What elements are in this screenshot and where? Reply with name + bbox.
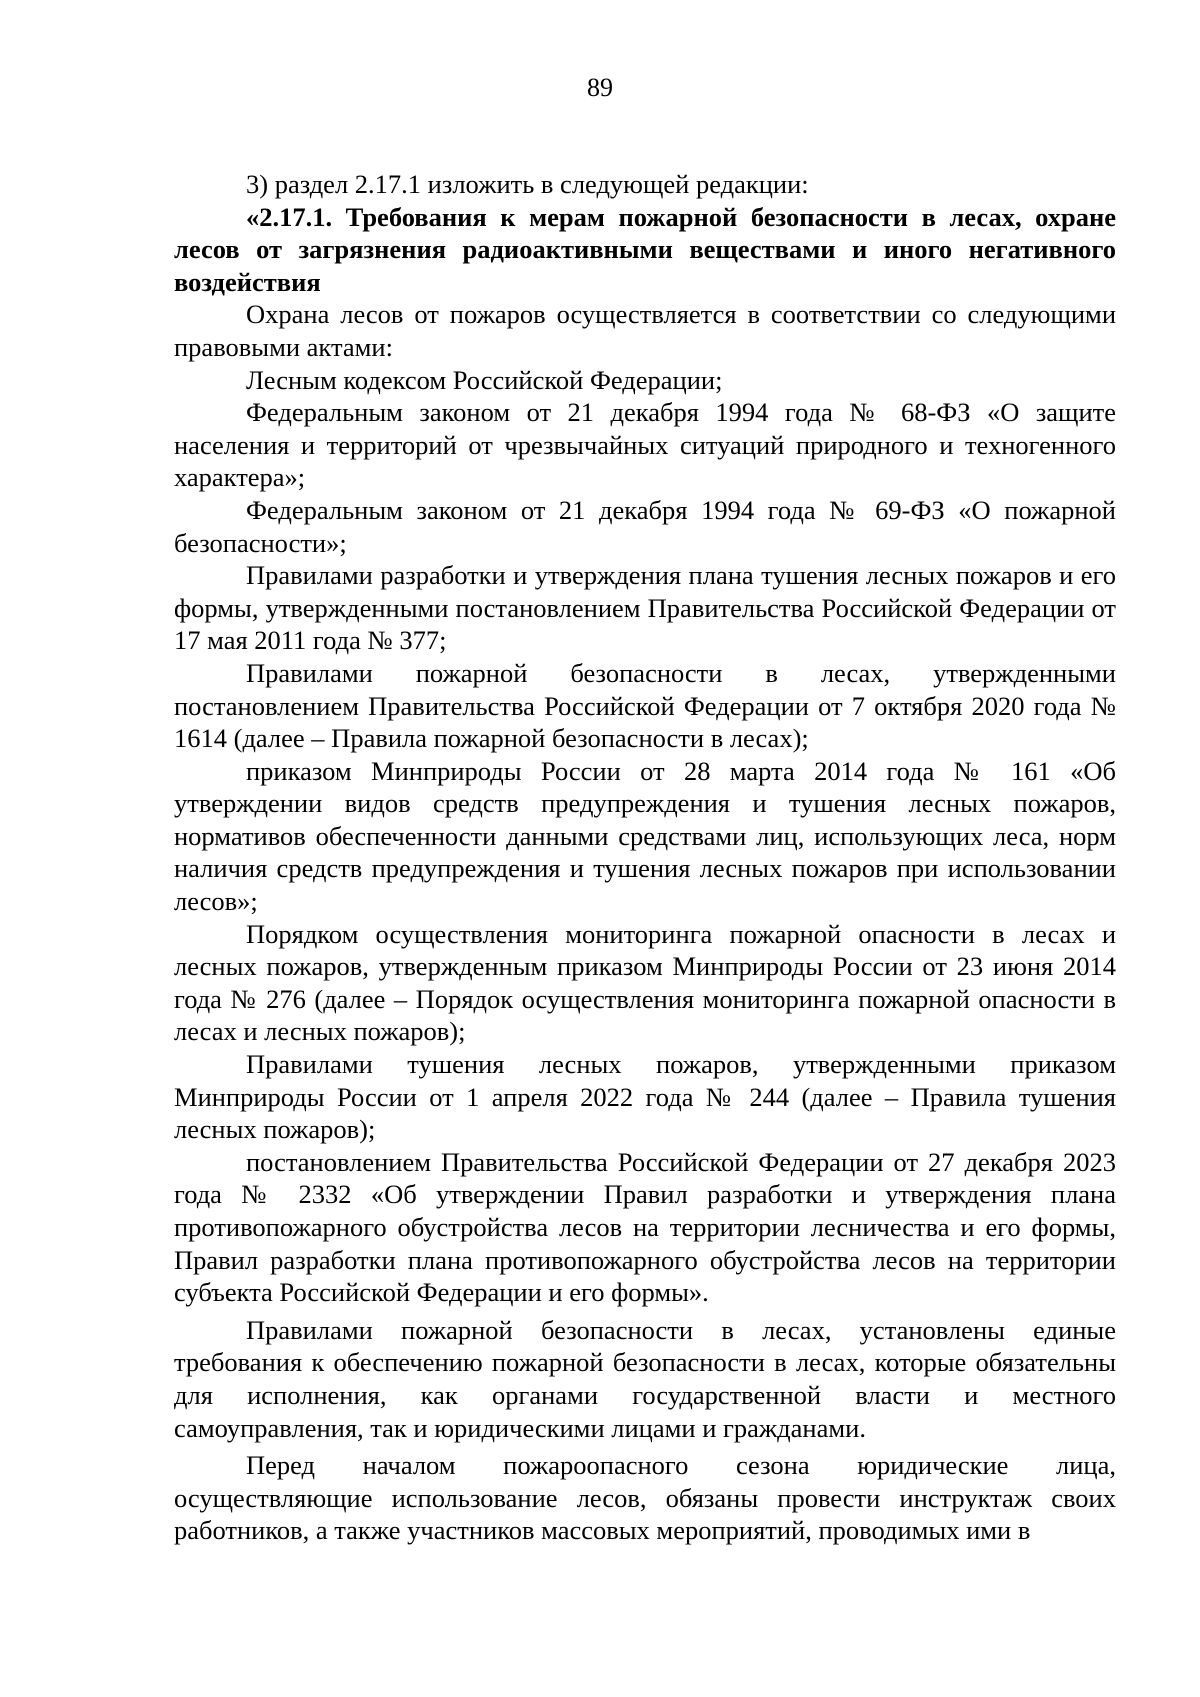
paragraph-4: Федеральным законом от 21 декабря 1994 года № 69-ФЗ «О пожарной безопасности»; [174, 494, 1116, 558]
page-number: 89 [587, 73, 613, 102]
document-body [174, 168, 1116, 1547]
paragraph-12: Перед началом пожароопасного сезона юридические лица, осуществляющие использование лесов, обязаны провести инструктаж своих работников, а также участников массовых мероприятий, проводимых ими в [174, 1450, 1116, 1546]
amendment-intro: 3) раздел 2.17.1 изложить в следующей редакции: [246, 169, 809, 199]
paragraph-11: Правилами пожарной безопасности в лесах, установлены единые требования к обеспечению пожарной безопасности в лесах, которые обязательны для исполнения, как органами государственной власти и местного самоуправления, так и юридическими лицами и гражданами. [174, 1314, 1116, 1443]
paragraph-5: Правилами разработки и утверждения плана тушения лесных пожаров и его формы, утвержденными постановлением Правительства Российской Федерации от 17 мая 2011 года № 377; [174, 560, 1116, 656]
paragraph-7: приказом Минприроды России от 28 марта 2014 года № 161 «Об утверждении видов средств предупреждения и тушения лесных пожаров, нормативов обеспеченности данными средствами лиц, использующих леса, норм наличия средств предупреждения и тушения лесных пожаров при использовании лесов»; [174, 755, 1116, 917]
paragraph-2: Лесным кодексом Российской Федерации; [246, 364, 723, 395]
section-heading: «2.17.1. Требования к мерам пожарной безопасности в лесах, охране лесов от загрязнения радиоактивными веществами и иного негативного воздействия [174, 201, 1116, 297]
paragraph-3: Федеральным законом от 21 декабря 1994 года № 68-ФЗ «О защите населения и территорий от чрезвычайных ситуаций природного и техногенного характера»; [174, 397, 1116, 493]
paragraph-9: Правилами тушения лесных пожаров, утвержденными приказом Минприроды России от 1 апреля 2022 года № 244 (далее – Правила тушения лесных пожаров); [174, 1049, 1116, 1145]
paragraph-6: Правилами пожарной безопасности в лесах, утвержденными постановлением Правительства Российской Федерации от 7 октября 2020 года № 1614 (далее – Правила пожарной безопасности в лесах); [174, 657, 1116, 754]
paragraph-8: Порядком осуществления мониторинга пожарной опасности в лесах и лесных пожаров, утвержденным приказом Минприроды России от 23 июня 2014 года № 276 (далее – Порядок осуществления мониторинга пожарной опасности в лесах и лесных пожаров); [174, 918, 1116, 1047]
paragraph-1: Охрана лесов от пожаров осуществляется в соответствии со следующими правовыми актами: [174, 299, 1116, 362]
paragraph-10: постановлением Правительства Российской Федерации от 27 декабря 2023 года № 2332 «Об утверждении Правил разработки и утверждения плана противопожарного обустройства лесов на территории лесничества и его формы, Правил разработки плана противопожарного обустройства лесов на территории субъекта Российской Федерации и его формы». [174, 1146, 1116, 1308]
